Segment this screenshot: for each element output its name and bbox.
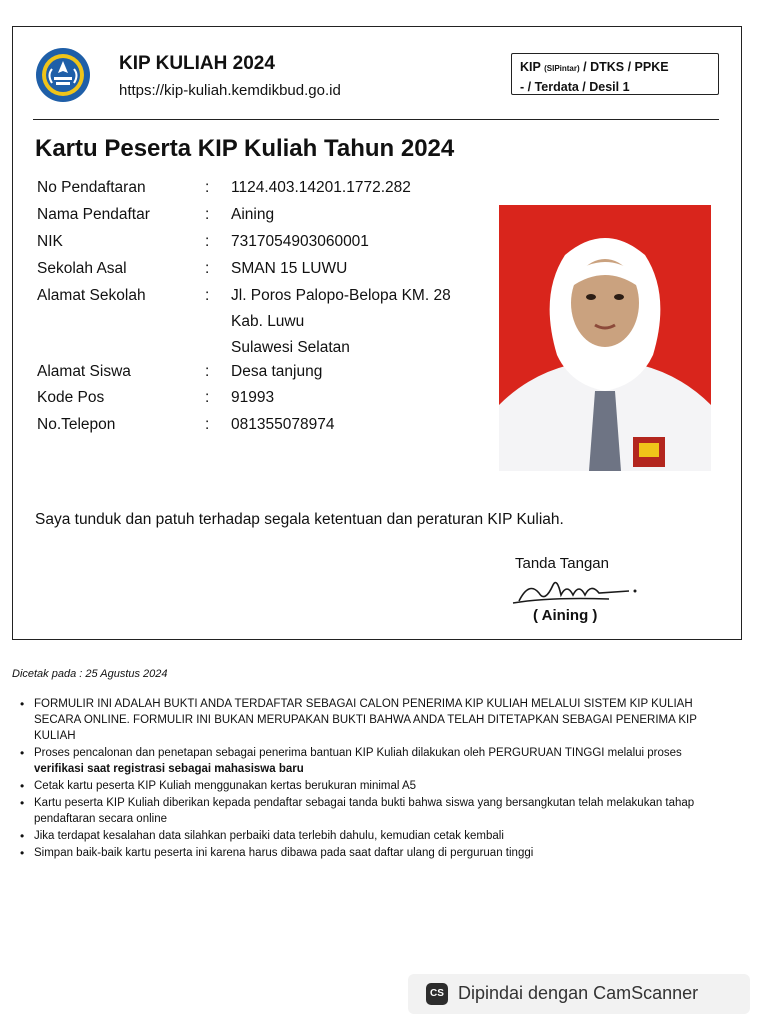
field-label: Alamat Sekolah xyxy=(37,287,146,304)
bullet-icon: • xyxy=(20,779,25,793)
list-item xyxy=(20,745,732,777)
note-text: Jika terdapat kesalahan data silahkan perbaiki data terlebih dahulu, kemudian cetak kembali xyxy=(34,830,504,842)
field-separator: : xyxy=(205,260,210,277)
field-separator: : xyxy=(205,206,210,223)
notes-list xyxy=(20,696,732,862)
tag-prefix: KIP xyxy=(520,60,545,74)
camscanner-watermark xyxy=(408,974,750,1014)
field-value: 1124.403.14201.1772.282 xyxy=(231,179,411,196)
bullet-icon: • xyxy=(20,846,25,860)
field-separator: : xyxy=(205,287,210,304)
list-item xyxy=(20,795,732,827)
participant-card xyxy=(12,26,742,640)
printed-date: Dicetak pada : 25 Agustus 2024 xyxy=(12,668,168,680)
tag-line2: - / Terdata / Desil 1 xyxy=(520,80,630,94)
field-value: 91993 xyxy=(231,389,275,406)
field-separator: : xyxy=(205,233,210,250)
field-value: 081355078974 xyxy=(231,416,335,433)
note-emphasis: verifikasi saat registrasi sebagai mahasiswa baru xyxy=(34,763,304,775)
list-item xyxy=(20,845,732,861)
tag-rest: / DTKS / PPKE xyxy=(579,60,669,74)
field-label: No Pendaftaran xyxy=(37,179,146,196)
field-label: Nama Pendaftar xyxy=(37,206,150,223)
camscanner-label: Dipindai dengan CamScanner xyxy=(458,983,699,1003)
note-text: FORMULIR INI ADALAH BUKTI ANDA TERDAFTAR SEBAGAI CALON PENERIMA KIP KULIAH MELALUI SISTEM KIP KULIAH SECARA ONLINE. FORMULIR INI BUKAN MERUPAKAN BUKTI BAHWA ANDA TELAH DITETAPKAN SEBAGAI PENERIMA KIP KULIAH xyxy=(34,698,697,742)
field-value: Kab. Luwu xyxy=(231,313,305,330)
field-separator: : xyxy=(205,179,210,196)
app-url: https://kip-kuliah.kemdikbud.go.id xyxy=(119,82,341,99)
app-title: KIP KULIAH 2024 xyxy=(119,53,275,74)
list-item xyxy=(20,778,732,794)
field-value: Desa tanjung xyxy=(231,363,323,380)
field-label: NIK xyxy=(37,233,63,250)
tag-small: (SIPintar) xyxy=(544,64,580,73)
field-value: Jl. Poros Palopo-Belopa KM. 28 xyxy=(231,287,451,304)
participant-photo xyxy=(499,205,711,471)
field-separator: : xyxy=(205,363,210,380)
signature-name: ( Aining ) xyxy=(533,607,598,624)
field-value: Sulawesi Selatan xyxy=(231,339,350,356)
camscanner-icon: CS xyxy=(426,983,448,1005)
field-label: Sekolah Asal xyxy=(37,260,127,277)
field-label: Kode Pos xyxy=(37,389,105,406)
list-item xyxy=(20,828,732,844)
bullet-icon: • xyxy=(20,746,25,760)
agreement-statement: Saya tunduk dan patuh terhadap segala ketentuan dan peraturan KIP Kuliah. xyxy=(35,511,564,528)
bullet-icon: • xyxy=(20,697,25,711)
bullet-icon: • xyxy=(20,796,25,810)
field-label: Alamat Siswa xyxy=(37,363,131,380)
page-title: Kartu Peserta KIP Kuliah Tahun 2024 xyxy=(35,135,455,162)
note-text: Cetak kartu peserta KIP Kuliah menggunakan kertas berukuran minimal A5 xyxy=(34,780,417,792)
field-value: Aining xyxy=(231,206,275,223)
note-text: Kartu peserta KIP Kuliah diberikan kepada pendaftar sebagai tanda bukti bahwa siswa yang bersangkutan telah melakukan tahap pendaftaran secara online xyxy=(34,797,695,825)
field-separator: : xyxy=(205,416,210,433)
field-value: SMAN 15 LUWU xyxy=(231,260,348,277)
tut-wuri-handayani-logo xyxy=(35,47,91,103)
field-separator: : xyxy=(205,389,210,406)
header-divider xyxy=(33,119,719,120)
signature-label: Tanda Tangan xyxy=(515,555,609,572)
bullet-icon: • xyxy=(20,829,25,843)
eligibility-tag xyxy=(511,53,719,95)
note-text: Proses pencalonan dan penetapan sebagai penerima bantuan KIP Kuliah dilakukan oleh PERGURUAN TINGGI melalui proses xyxy=(34,747,682,759)
list-item xyxy=(20,696,732,744)
field-value: 7317054903060001 xyxy=(231,233,369,250)
note-text: Simpan baik-baik kartu peserta ini karena harus dibawa pada saat daftar ulang di perguruan tinggi xyxy=(34,847,534,859)
field-label: No.Telepon xyxy=(37,416,116,433)
